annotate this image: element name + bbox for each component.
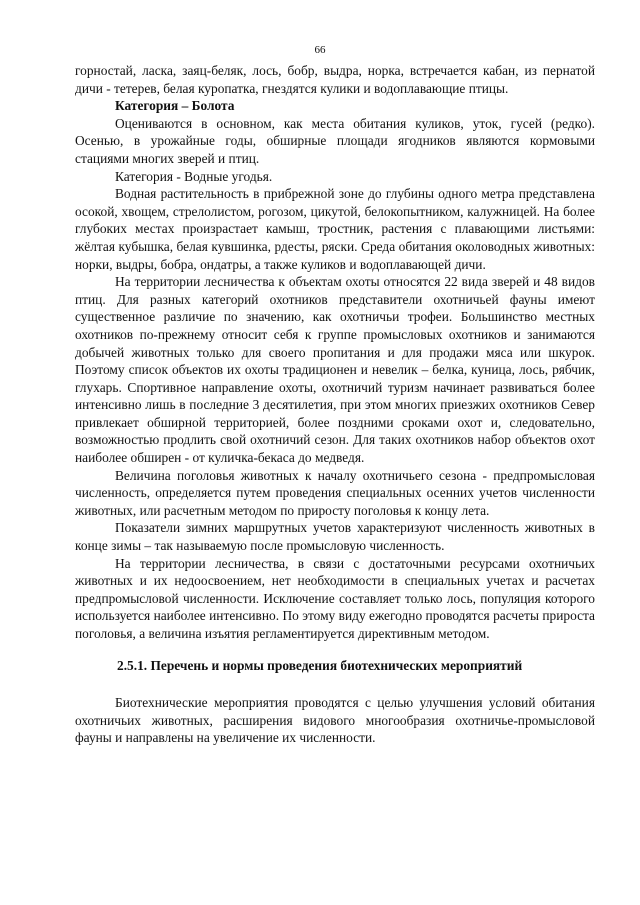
paragraph-water-vegetation: Водная растительность в прибрежной зоне до глубины одного метра представлена осокой, хвощем, стрелолистом, рогозом, цикутой, белокопытником, калужницей. На более глубоких местах произрастает камыш, тростник, растения с плавающими листьями: жёлтая кубышка, белая кувшинка, рдесты, ряски. Среда обитания околоводных животных: норки, выдры, бобра, ондатры, а также куликов и водоплавающей дичи. — [75, 186, 595, 272]
document-body — [75, 62, 595, 747]
category-heading-water: Категория - Водные угодья. — [115, 168, 273, 184]
page-number: 66 — [314, 44, 326, 56]
paragraph-bogs: Оцениваются в основном, как места обитания куликов, уток, гусей (редко). Осенью, в урожайные годы, обширные площади ягодников являются кормовыми стациями многих зверей и птиц. — [75, 115, 595, 166]
paragraph-fauna-list: горностай, ласка, заяц-беляк, лось, бобр, выдра, норка, встречается кабан, из пернатой дичи - тетерев, белая куропатка, гнездятся кулики и водоплавающие птицы. — [75, 63, 595, 96]
paragraph-population-size: Величина поголовья животных к началу охотничьего сезона - предпромысловая численность, определяется путем проведения специальных осенних учетов численности животных, или расчетным методом по приросту поголовья к концу лета. — [75, 467, 595, 518]
paragraph-moose: На территории лесничества, в связи с достаточными ресурсами охотничьих животных и их недоосвоением, нет необходимости в специальных учетах и расчетах предпромысловой численности. Исключение составляет только лось, популяция которого используется наиболее интенсивно. По этому виду ежегодно проводятся расчеты прироста поголовья, а величина изъятия регламентируется директивным методом. — [75, 555, 595, 641]
section-heading: 2.5.1. Перечень и нормы проведения биотехнических мероприятий — [117, 657, 523, 673]
paragraph-hunting-objects: На территории лесничества к объектам охоты относятся 22 вида зверей и 48 видов птиц. Для разных категорий охотников представители охотничьей фауны имеют существенное различие по значению, как охотничьи трофеи. Большинство местных охотников по-прежнему относит себя к группе промысловых охотников и занимаются добычей животных только для своего пропитания и для продажи мяса или шкурок. Поэтому список объектов их охоты традиционен и невелик – белка, куница, лось, рябчик, глухарь. Спортивное направление охоты, охотничий туризм начинает развиваться более интенсивно лишь в последние 3 десятилетия, при этом многих приезжих охотников Север привлекает обширной территорией, более поздними сроками охот и, следовательно, возможностью продлить свой охотничий сезон. Для таких охотников набор объектов охот наиболее обширен - от куличка-бекаса до медведя. — [75, 274, 595, 466]
paragraph-winter-counts: Показатели зимних маршрутных учетов характеризуют численность животных в конце зимы – так называемую после промысловую численность. — [75, 520, 595, 554]
paragraph-biotechnical: Биотехнические мероприятия проводятся с целью улучшения условий обитания охотничьих животных, расширения видового многообразия охотничье-промысловой фауны и направлены на увеличение их численности. — [75, 695, 595, 746]
category-heading-bogs: Категория – Болота — [115, 98, 235, 114]
